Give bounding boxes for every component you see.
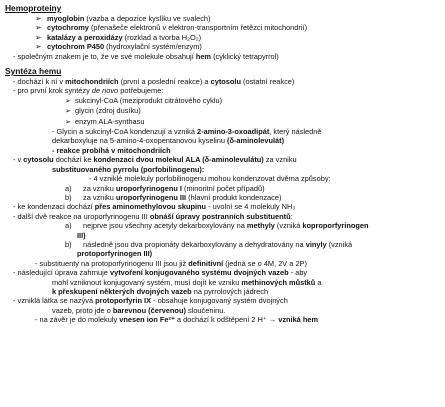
pbg-molecules-line: - 4 vzniklé molekuly porfobilinogenu mohou kondenzovat dvěma způsoby: (89, 174, 331, 184)
bullet-catalases: ➢ katalázy a peroxidázy (rozklad a tvorba H₂O₂) (5, 33, 439, 42)
sub-enzyme: ➢ enzym ALA-synthasu (5, 117, 439, 127)
heme-synthesis-heading: Syntéza hemu (5, 66, 62, 77)
condensation-line: - Glycin a sukcinyl-CoA kondenzují a vzniká 2-amino-3-oxoadipát, který následně (52, 127, 322, 137)
common-feature-line: - společným znakem je to, že ve své molekule obsahují hem (cyklický tetrapyrrol) (13, 51, 279, 61)
step-a-cont: III) (77, 230, 86, 240)
option-a-line: a) za vzniku uroporfyrinogenu I (minoritní počet případů) (65, 183, 265, 193)
aminomethyl-line: - ke kondenzaci dochází přes aminomethylovou skupinu - uvolní se 4 molekuly NH₃ (13, 202, 296, 212)
side-chains-line: - další dvě reakce na uroporfyrinogenu III obnáší úpravy postranních substituentů: (13, 211, 293, 221)
bullet-myoglobin: ➢ myoglobin (vazba a depozice kyslíku ve svalech) (5, 14, 439, 23)
colored-line: vazeb, proto jde o barevnou (červenou) sloučeninu. (52, 305, 226, 315)
step-b-line: b) následně jsou dva propionáty dekarboxylovány a dehydratovány na vinyly (vzniká (65, 239, 353, 249)
iron-line: - na závěr je do molekuly vnesen ion Fe²⁺ a dochází k odštěpení 2 H⁺ → vzniká hem (35, 315, 319, 325)
methine-line: mohl vzniknout konjugovaný systém, musí dojít ke vzniku methinových můstků a (52, 277, 322, 287)
pyrrole-line: substituovaného pyrrolu (porfobilinogenu): (52, 164, 205, 174)
decarboxylation-line: dekarboxyluje na 5-amino-4-oxopentanovou kyselinu (δ-aminolevulát) (52, 136, 285, 146)
step-b-cont: protoporfyrinogen III) (77, 249, 153, 259)
option-b-line: b) za vzniku uroporfyrinogenu III (hlavní produkt kondenzace) (65, 192, 282, 202)
bullet-cytochromes: ➢ cytochromy (přenašeče elektronů v elektron-transportním řetězci mitochondrií) (5, 23, 439, 32)
conjugation-line: - následující úprava zahrnuje vytvoření konjugovaného systému dvojných vazeb - aby (13, 268, 308, 278)
mito-reaction-line: - reakce probíhá v mitochondriích (52, 145, 171, 155)
step-a-line: a) nejprve jsou všechny acetyly dekarboxylovány na methyly (vzniká koproporfyrinogen (65, 221, 369, 231)
sub-glycine: ➢ glycin (zdroj dusíku) (5, 106, 439, 116)
rearrangement-line: k přeskupení některých dvojných vazeb na pyrrolových jádrech (52, 286, 269, 296)
location-line: - dochází k ní v mitochondriích (první a poslední reakce) a cytosolu (ostatní reakce) (13, 77, 295, 87)
cytosol-line: - v cytosolu dochází ke kondenzaci dvou molekul ALA (δ-aminolevulátu) za vzniku (13, 155, 297, 165)
substituents-line: - substituenty na protoporfyrinogenu III jsou již definitivní (jedná se o 4M, 2V a 2P) (35, 258, 307, 268)
sub-succinyl: ➢ sukcinyl-CoA (meziprodukt citrátového cyklu) (5, 96, 439, 106)
protoporphyrin-line: - vzniklá látka se nazývá protoporfyrin IX - obsahuje konjugovaný systém dvojných (13, 296, 288, 306)
first-step-line: - pro první krok syntézy de novo potřebujeme: (13, 86, 164, 96)
hemoproteins-heading: Hemoproteiny (5, 3, 62, 13)
bullet-p450: ➢ cytochrom P450 (hydroxylační systém/enzym) (5, 42, 439, 51)
